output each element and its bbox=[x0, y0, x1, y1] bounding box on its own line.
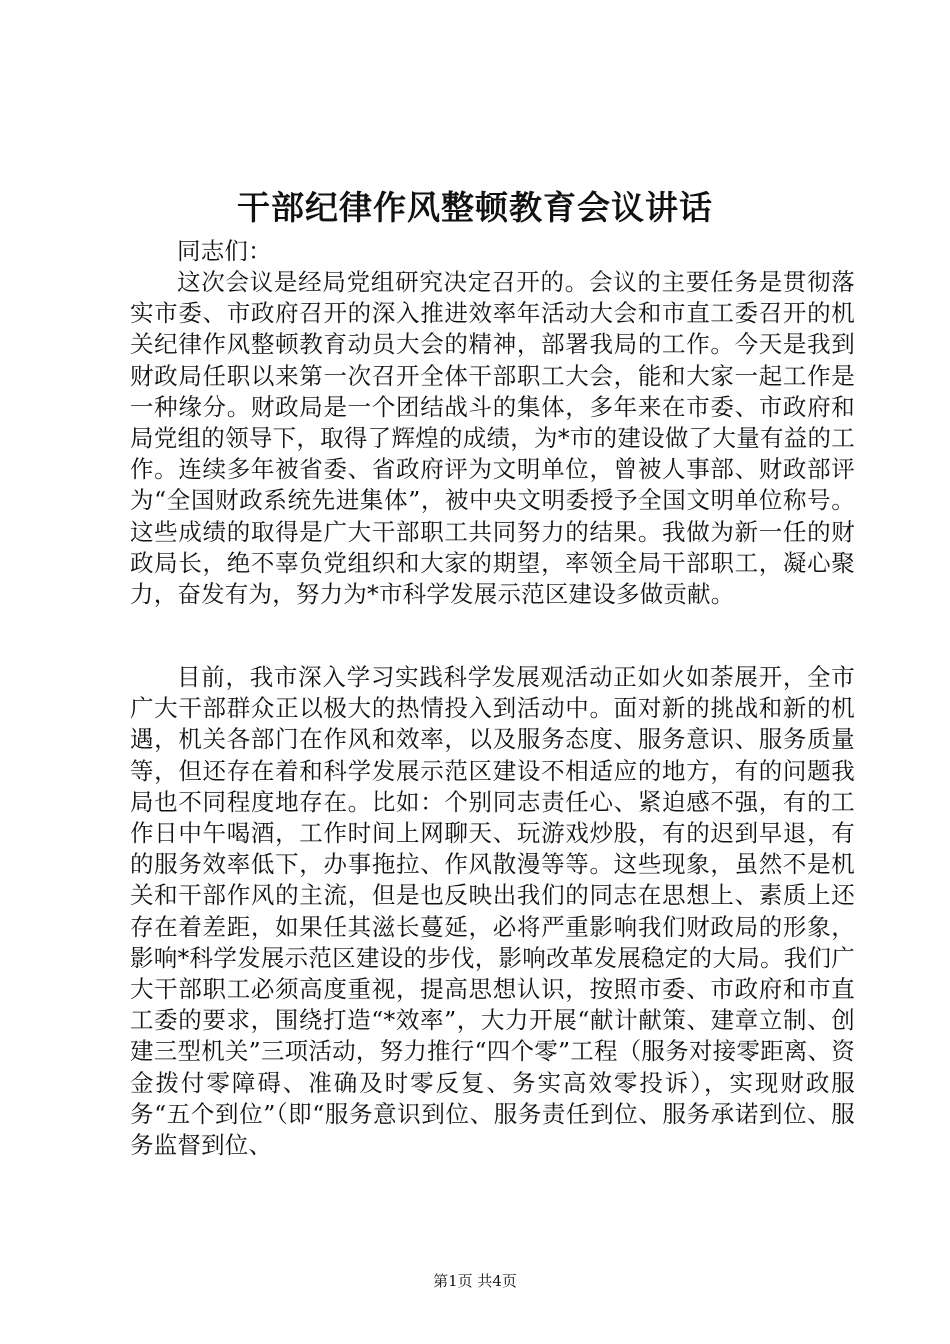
document-title: 干部纪律作风整顿教育会议讲话 bbox=[237, 188, 713, 227]
paragraph-1: 这次会议是经局党组研究决定召开的。会议的主要任务是贯彻落实市委、市政府召开的深入推进效率年活动大会和市直工委召开的机关纪律作风整顿教育动员大会的精神，部署我局的工作。今天是我到财政局任职以来第一次召开全体干部职工大会，能和大家一起工作是一种缘分。财政局是一个团结战斗的集体，多年来在市委、市政府和局党组的领导下，取得了辉煌的成绩，为*市的建设做了大量有益的工作。连续多年被省委、省政府评为文明单位，曾被人事部、财政部评为“全国财政系统先进集体”，被中央文明委授予全国文明单位称号。这些成绩的取得是广大干部职工共同努力的结果。我做为新一任的财政局长，绝不辜负党组织和大家的期望，率领全局干部职工，凝心聚力，奋发有为，努力为*市科学发展示范区建设多做贡献。 bbox=[130, 268, 855, 609]
paragraph-2: 目前，我市深入学习实践科学发展观活动正如火如荼展开，全市广大干部群众正以极大的热情投入到活动中。面对新的挑战和新的机遇，机关各部门在作风和效率，以及服务态度、服务意识、服务质量等，但还存在着和科学发展示范区建设不相适应的地方，有的问题我局也不同程度地存在。比如：个别同志责任心、紧迫感不强，有的工作日中午喝酒，工作时间上网聊天、玩游戏炒股，有的迟到早退，有的服务效率低下，办事拖拉、作风散漫等等。这些现象，虽然不是机关和干部作风的主流，但是也反映出我们的同志在思想上、素质上还存在着差距，如果任其滋长蔓延，必将严重影响我们财政局的形象，影响*科学发展示范区建设的步伐，影响改革发展稳定的大局。我们广大干部职工必须高度重视，提高思想认识，按照市委、市政府和市直工委的要求，围绕打造“*效率”，大力开展“献计献策、建章立制、创建三型机关”三项活动，努力推行“四个零”工程（服务对接零距离、资金拨付零障碍、准确及时零反复、务实高效零投诉），实现财政服务“五个到位”（即“服务意识到位、服务责任到位、服务承诺到位、服务监督到位、 bbox=[130, 663, 855, 1160]
salutation: 同志们： bbox=[177, 237, 272, 265]
page-number-footer: 第1页 共4页 bbox=[433, 1272, 517, 1290]
